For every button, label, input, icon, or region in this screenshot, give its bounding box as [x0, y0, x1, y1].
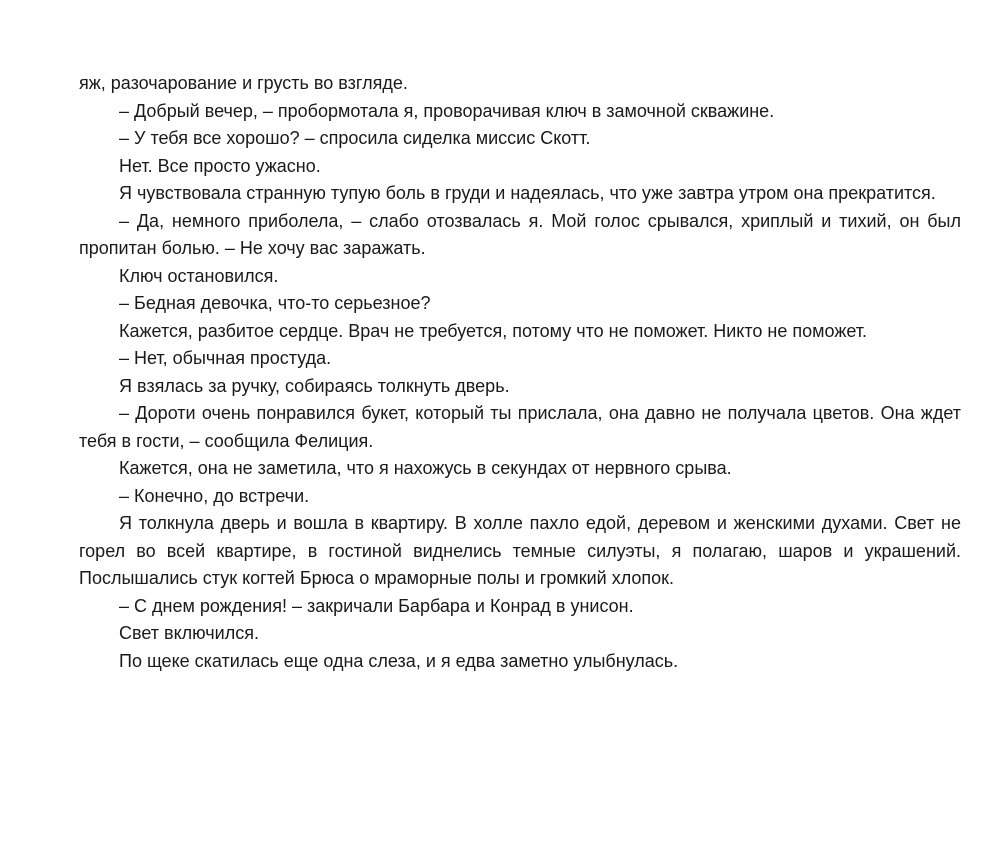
paragraph: – Да, немного приболела, – слабо отозвалась я. Мой голос срывался, хриплый и тихий, он был пропитан болью. – Не хочу вас заражать.: [79, 210, 961, 258]
paragraph: Свет включился.: [119, 623, 259, 643]
paragraph: – Конечно, до встречи.: [119, 485, 310, 506]
paragraph: По щеке скатилась еще одна слеза, и я едва заметно улыбнулась.: [119, 650, 679, 671]
paragraph: Я толкнула дверь и вошла в квартиру. В холле пахло едой, деревом и женскими духами. Свет не горел во всей квартире, в гостиной виднелись темные силуэты, я полагаю, шаров и украшений. Послышались стук когтей Брюса о мраморные полы и громкий хлопок.: [79, 513, 961, 588]
paragraph: Нет. Все просто ужасно.: [119, 155, 321, 176]
paragraph: Я чувствовала странную тупую боль в груди и надеялась, что уже завтра утром она прекратится.: [119, 183, 936, 203]
paragraph: Кажется, она не заметила, что я нахожусь в секундах от нервного срыва.: [119, 458, 732, 478]
paragraph: – С днем рождения! – закричали Барбара и Конрад в унисон.: [119, 595, 634, 616]
paragraph: – Бедная девочка, что-то серьезное?: [119, 293, 431, 313]
paragraph: – У тебя все хорошо? – спросила сиделка миссис Скотт.: [119, 128, 591, 148]
paragraph: Кажется, разбитое сердце. Врач не требуется, потому что не поможет. Никто не поможет.: [119, 320, 868, 341]
paragraph: – Нет, обычная простуда.: [119, 348, 332, 368]
paragraph: – Дороти очень понравился букет, который ты прислала, она давно не получала цветов. Она ждет тебя в гости, – сообщила Фелиция.: [79, 403, 961, 451]
paragraph-continuation: яж, разочарование и грусть во взгляде.: [79, 73, 408, 93]
paragraph: Ключ остановился.: [119, 265, 279, 286]
paragraph: – Добрый вечер, – пробормотала я, проворачивая ключ в замочной скважине.: [119, 100, 775, 121]
document-page: [79, 70, 961, 675]
paragraph: Я взялась за ручку, собираясь толкнуть дверь.: [119, 375, 510, 396]
